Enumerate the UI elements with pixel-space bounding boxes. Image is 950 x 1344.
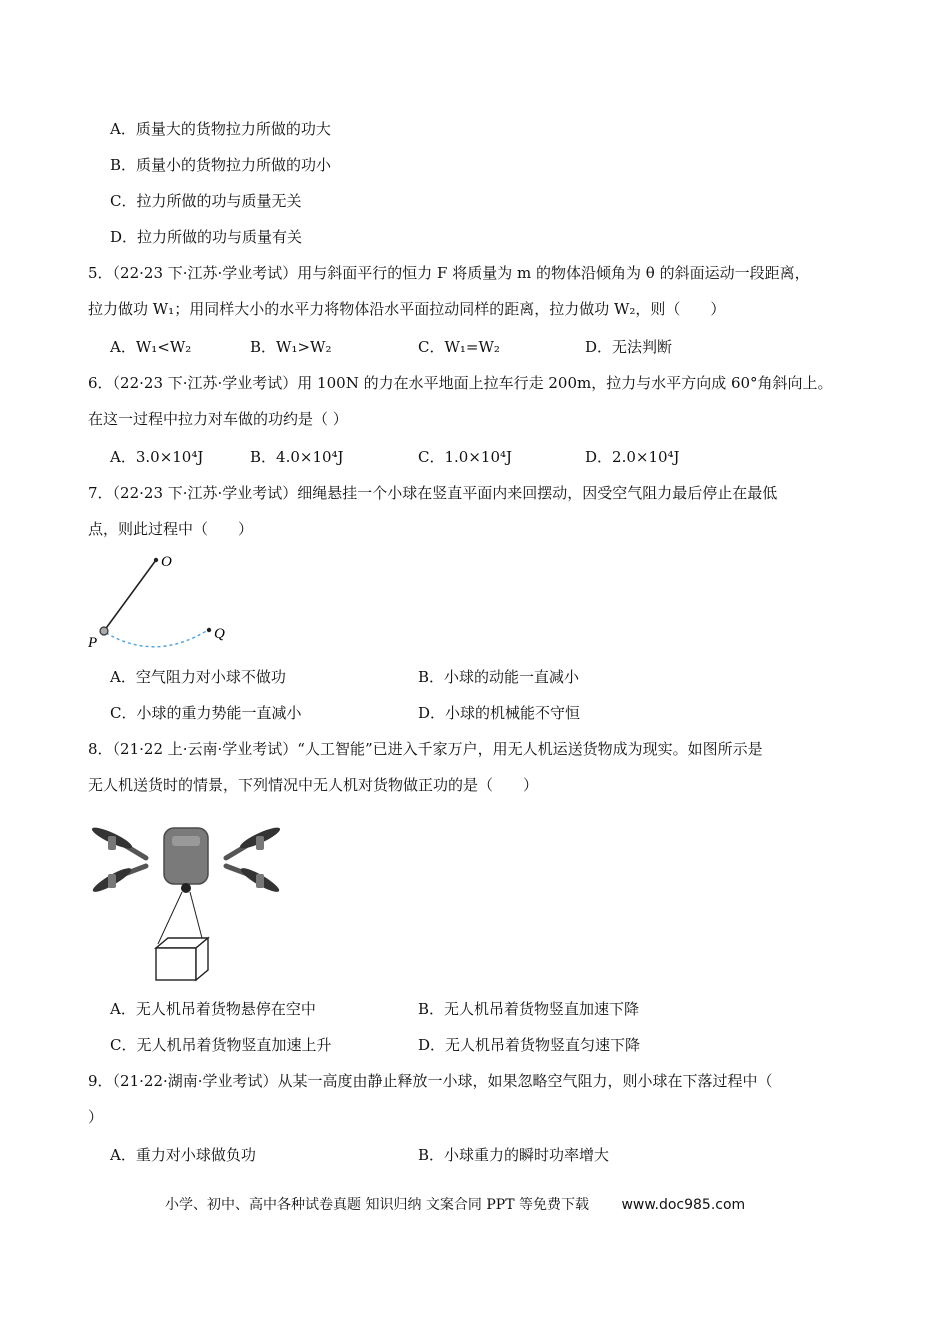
- q5-stem-line1: 5．（22·23 下·江苏·学业考试）用与斜面平行的恒力 F 将质量为 m 的物体沿倾角为 θ 的斜面运动一段距离，: [88, 264, 810, 282]
- swing-arc-dashed: [106, 630, 208, 647]
- q5-option-b: B．W₁>W₂: [250, 338, 332, 356]
- camera-icon: [181, 883, 191, 893]
- label-o: O: [161, 554, 172, 570]
- q4-option-c: C．拉力所做的功与质量无关: [110, 192, 302, 210]
- q9-option-b: B．小球重力的瞬时功率增大: [418, 1146, 610, 1164]
- q7-option-a: A．空气阻力对小球不做功: [110, 668, 286, 686]
- q6-option-a: A．3.0×10⁴J: [110, 448, 204, 466]
- q6-stem-line2: 在这一过程中拉力对车做的功约是（ ）: [88, 410, 348, 428]
- label-p: P: [88, 635, 98, 650]
- q4-option-d: D．拉力所做的功与质量有关: [110, 228, 303, 246]
- q6-option-d: D．2.0×10⁴J: [585, 448, 680, 466]
- drone-top-panel: [172, 836, 200, 846]
- q7-option-c: C．小球的重力势能一直减小: [110, 704, 302, 722]
- pivot-point-o: [154, 558, 158, 562]
- q7-option-d: D．小球的机械能不守恒: [418, 704, 581, 722]
- q5-stem-line2: 拉力做功 W₁；用同样大小的水平力将物体沿水平面拉动同样的距离，拉力做功 W₂，则（ ）: [88, 300, 726, 318]
- q7-option-b: B．小球的动能一直减小: [418, 668, 580, 686]
- q6-stem-line1: 6．（22·23 下·江苏·学业考试）用 100N 的力在水平地面上拉车行走 200m，拉力与水平方向成 60°角斜向上。: [88, 374, 833, 392]
- page-footer: [165, 1194, 745, 1214]
- q4-option-a: A．质量大的货物拉力所做的功大: [110, 120, 331, 138]
- q7-stem-line1: 7．（22·23 下·江苏·学业考试）细绳悬挂一个小球在竖直平面内来回摆动，因受空气阻力最后停止在最低: [88, 484, 778, 502]
- q4-option-b: B．质量小的货物拉力所做的功小: [110, 156, 332, 174]
- q8-option-b: B．无人机吊着货物竖直加速下降: [418, 1000, 640, 1018]
- q8-stem-line2: 无人机送货时的情景，下列情况中无人机对货物做正功的是（ ）: [88, 776, 539, 794]
- q5-option-a: A．W₁<W₂: [110, 338, 192, 356]
- rope-left: [158, 892, 182, 944]
- ball-at-p: [100, 627, 108, 635]
- footer-url-link[interactable]: www.doc985.com: [621, 1197, 746, 1213]
- footer-text: 小学、初中、高中各种试卷真题 知识归纳 文案合同 PPT 等免费下载: [165, 1197, 589, 1213]
- q9-option-a: A．重力对小球做负功: [110, 1146, 256, 1164]
- q7-stem-line2: 点，则此过程中（ ）: [88, 520, 254, 538]
- label-q: Q: [214, 626, 225, 642]
- q8-option-a: A．无人机吊着货物悬停在空中: [110, 1000, 316, 1018]
- q8-option-c: C．无人机吊着货物竖直加速上升: [110, 1036, 332, 1054]
- rope-right: [190, 892, 202, 938]
- q8-stem-line1: 8．（21·22 上·云南·学业考试）“人工智能”已进入千家万户，用无人机运送货物成为现实。如图所示是: [88, 740, 763, 758]
- q5-option-d: D．无法判断: [585, 338, 673, 356]
- cargo-box-icon: [156, 938, 208, 980]
- q6-option-c: C．1.0×10⁴J: [418, 448, 513, 466]
- pendulum-figure: [86, 550, 246, 650]
- pendulum-string: [104, 560, 156, 631]
- q6-option-b: B．4.0×10⁴J: [250, 448, 344, 466]
- point-q: [207, 628, 211, 632]
- q9-stem-line1: 9．（21·22·湖南·学业考试）从某一高度由静止释放一小球，如果忽略空气阻力，则小球在下落过程中（: [88, 1072, 773, 1090]
- q5-option-c: C．W₁=W₂: [418, 338, 500, 356]
- q9-stem-line2: ）: [88, 1108, 104, 1126]
- q8-option-d: D．无人机吊着货物竖直匀速下降: [418, 1036, 641, 1054]
- drone-figure: [86, 818, 286, 984]
